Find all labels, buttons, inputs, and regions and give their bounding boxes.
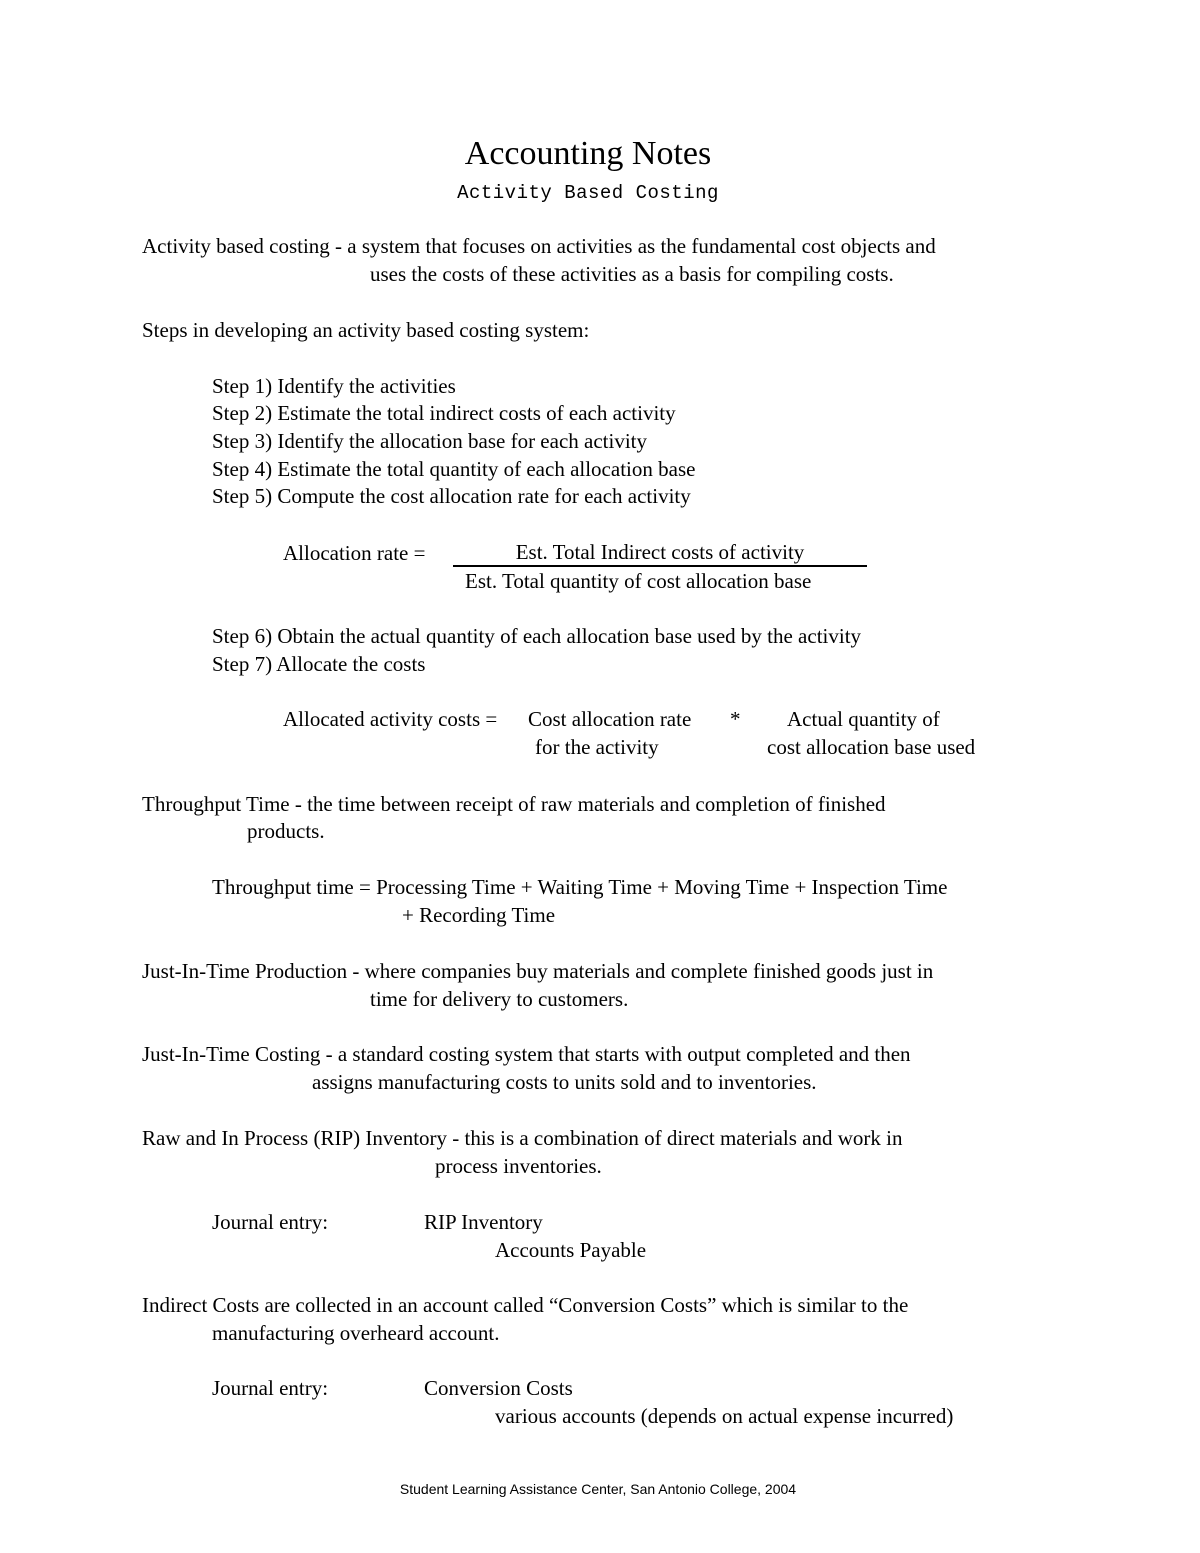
- page-subtitle: Activity Based Costing: [457, 182, 719, 204]
- jit-production-line1: Just-In-Time Production - where companies buy materials and complete finished goods just in: [142, 959, 934, 983]
- page-footer: Student Learning Assistance Center, San Antonio College, 2004: [399, 1481, 797, 1497]
- journal-debit-account: RIP Inventory: [424, 1210, 543, 1234]
- indirect-costs-line1: Indirect Costs are collected in an account called “Conversion Costs” which is similar to the: [142, 1293, 909, 1317]
- page-title: Accounting Notes: [464, 135, 712, 172]
- steps-heading: Steps in developing an activity based costing system:: [142, 318, 590, 342]
- journal-entry-label: Journal entry:: [212, 1210, 329, 1234]
- allocated-costs-term1: Cost allocation rate: [528, 707, 692, 731]
- allocation-rate-numerator: [453, 539, 867, 567]
- allocation-rate-denominator: Est. Total quantity of cost allocation base: [465, 569, 812, 593]
- abc-definition-line2: uses the costs of these activities as a basis for compiling costs.: [370, 262, 894, 286]
- step-item: Step 5) Compute the cost allocation rate for each activity: [212, 484, 691, 508]
- allocated-costs-label: Allocated activity costs =: [283, 707, 498, 731]
- journal-credit-account: various accounts (depends on actual expense incurred): [495, 1404, 954, 1428]
- step-item: Step 2) Estimate the total indirect costs of each activity: [212, 401, 676, 425]
- jit-costing-line2: assigns manufacturing costs to units sold and to inventories.: [312, 1070, 817, 1094]
- rip-definition-line2: process inventories.: [435, 1154, 602, 1178]
- throughput-definition-line1: Throughput Time - the time between receipt of raw materials and completion of finished: [142, 792, 886, 816]
- journal-entry-label: Journal entry:: [212, 1376, 329, 1400]
- journal-debit-account: Conversion Costs: [424, 1376, 573, 1400]
- step-item: Step 4) Estimate the total quantity of each allocation base: [212, 457, 696, 481]
- journal-credit-account: Accounts Payable: [495, 1238, 647, 1262]
- allocated-costs-term2: Actual quantity of: [787, 707, 940, 731]
- multiply-operator: *: [730, 707, 741, 731]
- throughput-formula-line2: + Recording Time: [402, 903, 556, 927]
- rip-definition-line1: Raw and In Process (RIP) Inventory - this is a combination of direct materials and work in: [142, 1126, 903, 1150]
- step-item: Step 3) Identify the allocation base for each activity: [212, 429, 648, 453]
- jit-costing-line1: Just-In-Time Costing - a standard costing system that starts with output completed and then: [142, 1042, 911, 1066]
- abc-definition-line1: Activity based costing - a system that focuses on activities as the fundamental cost objects and: [142, 234, 936, 258]
- allocated-costs-term1-line2: for the activity: [535, 735, 659, 759]
- indirect-costs-line2: manufacturing overheard account.: [212, 1321, 500, 1345]
- allocated-costs-term2-line2: cost allocation base used: [767, 735, 976, 759]
- throughput-definition-line2: products.: [247, 819, 325, 843]
- throughput-formula-line1: Throughput time = Processing Time + Waiting Time + Moving Time + Inspection Time: [212, 875, 948, 899]
- jit-production-line2: time for delivery to customers.: [370, 987, 629, 1011]
- allocation-rate-label: Allocation rate =: [283, 541, 426, 565]
- allocation-rate-numerator-text: Est. Total Indirect costs of activity: [515, 540, 805, 564]
- step-item: Step 6) Obtain the actual quantity of each allocation base used by the activity: [212, 624, 862, 648]
- step-item: Step 1) Identify the activities: [212, 374, 456, 398]
- step-item: Step 7) Allocate the costs: [212, 652, 426, 676]
